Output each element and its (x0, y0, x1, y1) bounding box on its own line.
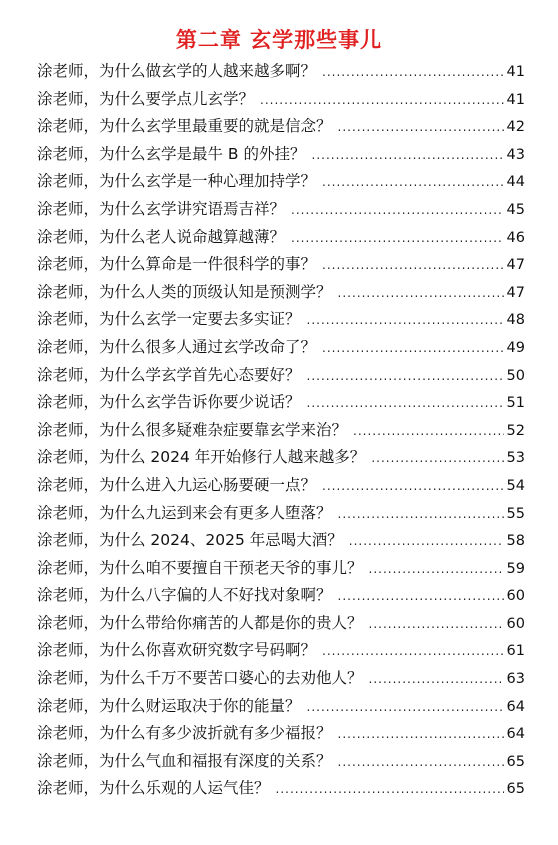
toc-entry-title: 涂老师，为什么进入九运心肠要硬一点？ (37, 475, 317, 494)
toc-entry-title: 涂老师，为什么玄学是一种心理加持学？ (37, 172, 317, 191)
dot-leader (349, 528, 504, 556)
toc-entry-title: 涂老师，为什么玄学讲究语焉吉祥？ (37, 199, 286, 218)
toc-page-number: 43 (506, 146, 525, 163)
dot-leader (322, 638, 504, 666)
toc-page-number: 42 (506, 119, 525, 136)
toc-page-number: 59 (506, 560, 525, 577)
toc-entry (37, 306, 525, 334)
toc-page-number: 54 (506, 477, 525, 494)
toc-page-number: 41 (506, 64, 525, 80)
toc-page-number: 65 (506, 753, 525, 770)
toc-entry-title: 涂老师，为什么 2024 年开始修行人越来越多？ (37, 448, 366, 467)
dot-leader (307, 363, 504, 391)
toc-entry-title: 涂老师，为什么财运取决于你的能量？ (37, 696, 301, 715)
toc-page-number: 41 (506, 91, 525, 108)
toc-page-number: 44 (506, 174, 525, 191)
toc-entry-title: 涂老师，为什么做玄学的人越来越多啊？ (37, 62, 317, 80)
toc-entry-title: 涂老师，为什么算命是一件很科学的事？ (37, 255, 317, 274)
toc-entry (37, 86, 525, 114)
toc-entry-title: 涂老师，为什么 2024、2025 年忌喝大酒？ (37, 531, 343, 550)
toc-entry-title: 涂老师，为什么人类的顶级认知是预测学？ (37, 282, 332, 301)
toc-entry-title: 涂老师，为什么学玄学首先心态要好？ (37, 365, 301, 384)
toc-entry (37, 417, 525, 445)
dot-leader (322, 473, 504, 501)
toc-page-number: 47 (506, 284, 525, 301)
dot-leader (291, 197, 504, 225)
toc-page-number: 63 (506, 671, 525, 688)
dot-leader (353, 418, 504, 446)
toc-entry (37, 748, 525, 776)
toc-entry-title: 涂老师，为什么要学点儿玄学？ (37, 89, 255, 108)
dot-leader (312, 142, 504, 170)
toc-entry (37, 555, 525, 583)
toc-page-number: 48 (506, 312, 525, 329)
toc-entry (37, 500, 525, 528)
dot-leader (322, 335, 504, 363)
toc-entry (37, 665, 525, 693)
dot-leader (291, 225, 504, 253)
toc-page-number: 51 (506, 395, 525, 412)
toc-entry-title: 涂老师，为什么很多人通过玄学改命了？ (37, 337, 317, 356)
toc-page-number: 49 (506, 339, 525, 356)
toc-entry (37, 637, 525, 665)
toc-entry (37, 196, 525, 224)
dot-leader (369, 556, 504, 584)
dot-leader (276, 776, 504, 804)
toc-entry-title: 涂老师，为什么带给你痛苦的人都是你的贵人？ (37, 613, 363, 632)
toc-page-number: 60 (506, 588, 525, 605)
toc-page-number: 64 (506, 698, 525, 715)
toc-entry-title: 涂老师，为什么咱不要擅自干预老天爷的事儿？ (37, 558, 363, 577)
toc-page-number: 64 (506, 726, 525, 743)
toc-entry-title: 涂老师，为什么乐观的人运气佳？ (37, 779, 270, 798)
dot-leader (322, 252, 504, 280)
toc-page-number: 47 (506, 257, 525, 274)
table-of-contents (37, 58, 525, 803)
toc-entry (37, 168, 525, 196)
dot-leader (369, 611, 504, 639)
toc-entry-title: 涂老师，为什么玄学里最重要的就是信念？ (37, 117, 332, 136)
dot-leader (338, 501, 504, 529)
dot-leader (307, 694, 504, 722)
toc-page-number: 61 (506, 643, 525, 660)
toc-entry (37, 582, 525, 610)
chapter-title: 第二章 玄学那些事儿 (175, 28, 383, 52)
toc-entry-title: 涂老师，为什么千万不要苦口婆心的去劝他人？ (37, 669, 363, 688)
dot-leader (338, 583, 504, 611)
toc-entry (37, 279, 525, 307)
dot-leader (338, 721, 504, 749)
toc-entry (37, 389, 525, 417)
toc-entry-title: 涂老师，为什么玄学一定要去多实证？ (37, 310, 301, 329)
toc-entry (37, 362, 525, 390)
dot-leader (307, 307, 504, 335)
toc-entry (37, 693, 525, 721)
toc-entry-title: 涂老师，为什么有多少波折就有多少福报？ (37, 724, 332, 743)
dot-leader (260, 87, 504, 115)
toc-entry (37, 444, 525, 472)
dot-leader (338, 749, 504, 777)
dot-leader (369, 666, 504, 694)
toc-page-number: 60 (506, 615, 525, 632)
toc-page-number: 46 (506, 229, 525, 246)
toc-entry-title: 涂老师，为什么九运到来会有更多人堕落？ (37, 503, 332, 522)
toc-page-number: 52 (506, 422, 525, 439)
toc-entry (37, 334, 525, 362)
toc-page-number: 65 (506, 781, 525, 798)
toc-entry-title: 涂老师，为什么很多疑难杂症要靠玄学来治？ (37, 420, 348, 439)
toc-entry (37, 113, 525, 141)
toc-entry (37, 775, 525, 803)
toc-page-number: 58 (506, 533, 525, 550)
toc-entry (37, 58, 525, 86)
toc-entry (37, 472, 525, 500)
toc-entry (37, 224, 525, 252)
dot-leader (322, 59, 504, 87)
toc-entry (37, 610, 525, 638)
toc-page-number: 55 (506, 505, 525, 522)
toc-entry (37, 720, 525, 748)
toc-entry-title: 涂老师，为什么气血和福报有深度的关系？ (37, 751, 332, 770)
toc-entry (37, 527, 525, 555)
toc-entry (37, 141, 525, 169)
dot-leader (371, 445, 503, 473)
toc-entry-title: 涂老师，为什么玄学告诉你要少说话？ (37, 393, 301, 412)
toc-page-number: 50 (506, 367, 525, 384)
toc-entry (37, 251, 525, 279)
toc-entry-title: 涂老师，为什么玄学是最牛 B 的外挂？ (37, 144, 306, 163)
toc-entry-title: 涂老师，为什么八字偏的人不好找对象啊？ (37, 586, 332, 605)
dot-leader (307, 390, 504, 418)
toc-entry-title: 涂老师，为什么你喜欢研究数字号码啊？ (37, 641, 317, 660)
toc-page-number: 45 (506, 201, 525, 218)
toc-page-number: 53 (506, 450, 525, 467)
dot-leader (338, 114, 504, 142)
dot-leader (338, 280, 504, 308)
toc-entry-title: 涂老师，为什么老人说命越算越薄？ (37, 227, 286, 246)
dot-leader (322, 169, 504, 197)
